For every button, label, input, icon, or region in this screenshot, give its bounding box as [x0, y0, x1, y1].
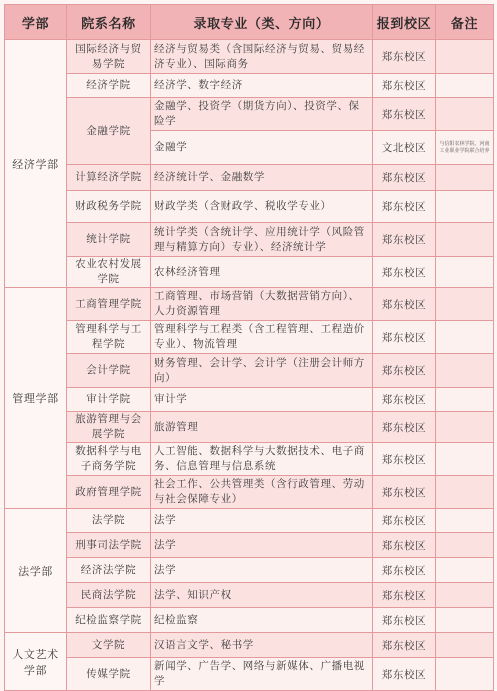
major-cell: 经济统计学、金融数学 — [151, 165, 373, 191]
campus-cell: 郑东校区 — [373, 288, 436, 321]
header-college: 院系名称 — [67, 5, 151, 40]
table-row — [5, 608, 494, 633]
header-major: 录取专业（类、方向） — [151, 5, 373, 40]
college-cell: 统计学院 — [67, 223, 151, 257]
college-cell: 纪检监察学院 — [67, 608, 151, 633]
campus-cell: 文北校区 — [373, 131, 436, 165]
table-row — [5, 40, 494, 74]
table-row — [5, 165, 494, 191]
table-row — [5, 98, 494, 131]
college-cell: 旅游管理与会展学院 — [67, 412, 151, 443]
major-cell: 财务管理、会计学、会计学（注册会计师方向） — [151, 354, 373, 388]
header-row — [5, 5, 494, 40]
header-campus: 报到校区 — [373, 5, 436, 40]
major-cell: 汉语言文学、秘书学 — [151, 633, 373, 658]
table-row — [5, 354, 494, 388]
campus-cell: 郑东校区 — [373, 476, 436, 509]
campus-cell: 郑东校区 — [373, 191, 436, 223]
college-cell: 工商管理学院 — [67, 288, 151, 321]
note-cell — [436, 40, 494, 74]
college-cell: 农业农村发展学院 — [67, 257, 151, 288]
note-cell — [436, 321, 494, 354]
note-cell — [436, 476, 494, 509]
college-cell: 民商法学院 — [67, 583, 151, 608]
note-cell: 与信阳农林学院、河南工业职业学院联合培养 — [436, 131, 494, 165]
note-cell — [436, 412, 494, 443]
college-cell: 管理科学与工程学院 — [67, 321, 151, 354]
campus-cell: 郑东校区 — [373, 223, 436, 257]
college-cell: 政府管理学院 — [67, 476, 151, 509]
campus-cell: 郑东校区 — [373, 608, 436, 633]
note-cell — [436, 443, 494, 476]
college-cell: 法学院 — [67, 509, 151, 533]
major-cell: 审计学 — [151, 388, 373, 412]
college-cell: 文学院 — [67, 633, 151, 658]
college-cell: 计算经济学院 — [67, 165, 151, 191]
table-row — [5, 223, 494, 257]
college-cell: 刑事司法学院 — [67, 533, 151, 558]
table-row — [5, 191, 494, 223]
campus-cell: 郑东校区 — [373, 321, 436, 354]
major-cell: 财政学类（含财政学、税收学专业） — [151, 191, 373, 223]
major-cell: 法学 — [151, 533, 373, 558]
table-row — [5, 509, 494, 533]
major-cell: 纪检监察 — [151, 608, 373, 633]
table-row — [5, 412, 494, 443]
major-cell: 农林经济管理 — [151, 257, 373, 288]
major-cell: 社会工作、公共管理类（含行政管理、劳动与社会保障专业） — [151, 476, 373, 509]
major-cell: 管理科学与工程类（含工程管理、工程造价专业）、物流管理 — [151, 321, 373, 354]
note-cell — [436, 509, 494, 533]
note-cell — [436, 633, 494, 658]
campus-cell: 郑东校区 — [373, 257, 436, 288]
table-row — [5, 533, 494, 558]
table-row — [5, 257, 494, 288]
dept-cell: 法学部 — [5, 509, 67, 633]
campus-cell: 郑东校区 — [373, 40, 436, 74]
note-cell — [436, 388, 494, 412]
table-row — [5, 583, 494, 608]
table-row — [5, 633, 494, 658]
campus-cell: 郑东校区 — [373, 354, 436, 388]
major-cell: 经济学、数字经济 — [151, 74, 373, 98]
campus-cell: 郑东校区 — [373, 583, 436, 608]
admission-table — [4, 4, 494, 691]
table-row — [5, 321, 494, 354]
campus-cell: 郑东校区 — [373, 165, 436, 191]
campus-cell: 郑东校区 — [373, 412, 436, 443]
campus-cell: 郑东校区 — [373, 558, 436, 583]
college-cell: 财政税务学院 — [67, 191, 151, 223]
college-cell: 经济学院 — [67, 74, 151, 98]
note-cell — [436, 583, 494, 608]
table-row — [5, 658, 494, 691]
campus-cell: 郑东校区 — [373, 443, 436, 476]
campus-cell: 郑东校区 — [373, 98, 436, 131]
note-cell — [436, 257, 494, 288]
major-cell: 法学、知识产权 — [151, 583, 373, 608]
college-cell: 经济法学院 — [67, 558, 151, 583]
note-cell — [436, 74, 494, 98]
note-cell — [436, 354, 494, 388]
header-dept: 学部 — [5, 5, 67, 40]
dept-cell: 经济学部 — [5, 40, 67, 288]
note-cell — [436, 533, 494, 558]
note-cell — [436, 223, 494, 257]
table-row — [5, 558, 494, 583]
major-cell: 金融学、投资学（期货方向）、投资学、保险学 — [151, 98, 373, 131]
table-row — [5, 476, 494, 509]
major-cell: 旅游管理 — [151, 412, 373, 443]
major-cell: 法学 — [151, 509, 373, 533]
table-row — [5, 443, 494, 476]
note-cell — [436, 288, 494, 321]
college-cell: 会计学院 — [67, 354, 151, 388]
college-cell: 国际经济与贸易学院 — [67, 40, 151, 74]
major-cell: 金融学 — [151, 131, 373, 165]
campus-cell: 郑东校区 — [373, 533, 436, 558]
header-note: 备注 — [436, 5, 494, 40]
note-cell — [436, 608, 494, 633]
table-row — [5, 74, 494, 98]
campus-cell: 郑东校区 — [373, 509, 436, 533]
dept-cell: 管理学部 — [5, 288, 67, 509]
table-row — [5, 388, 494, 412]
campus-cell: 郑东校区 — [373, 633, 436, 658]
campus-cell: 郑东校区 — [373, 388, 436, 412]
college-cell: 传媒学院 — [67, 658, 151, 691]
note-cell — [436, 191, 494, 223]
college-cell: 审计学院 — [67, 388, 151, 412]
note-cell — [436, 165, 494, 191]
admission-table-sheet — [4, 4, 493, 687]
college-cell: 金融学院 — [67, 98, 151, 165]
major-cell: 工商管理、市场营销（大数据营销方向）、人力资源管理 — [151, 288, 373, 321]
major-cell: 人工智能、数据科学与大数据技术、电子商务、信息管理与信息系统 — [151, 443, 373, 476]
note-cell — [436, 558, 494, 583]
table-row — [5, 288, 494, 321]
campus-cell: 郑东校区 — [373, 658, 436, 691]
college-cell: 数据科学与电子商务学院 — [67, 443, 151, 476]
major-cell: 统计学类（含统计学、应用统计学（风险管理与精算方向）专业）、经济统计学 — [151, 223, 373, 257]
note-cell — [436, 98, 494, 131]
note-cell — [436, 658, 494, 691]
major-cell: 法学 — [151, 558, 373, 583]
major-cell: 新闻学、广告学、网络与新媒体、广播电视学 — [151, 658, 373, 691]
dept-cell: 人文艺术学部 — [5, 633, 67, 691]
campus-cell: 郑东校区 — [373, 74, 436, 98]
major-cell: 经济与贸易类（含国际经济与贸易、贸易经济专业）、国际商务 — [151, 40, 373, 74]
